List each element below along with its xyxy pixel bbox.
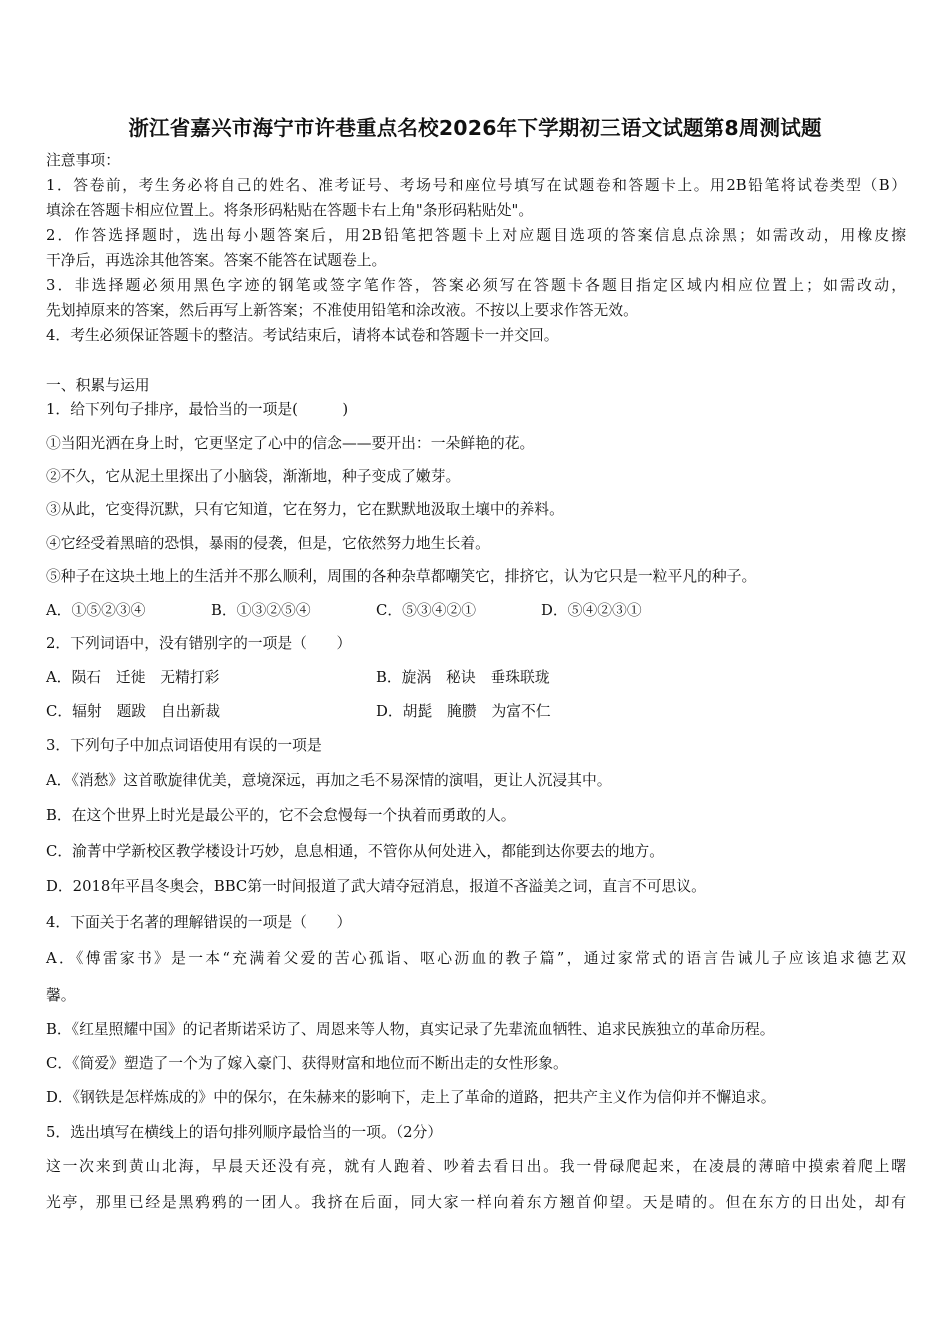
question-1-option-d[interactable]: D．⑤④②③① — [541, 602, 642, 619]
question-4-stem: 4．下面关于名著的理解错误的一项是（ ） — [46, 914, 352, 931]
question-1-sentence: ①当阳光洒在身上时，它更坚定了心中的信念——要开出：一朵鲜艳的花。 — [46, 435, 535, 452]
notice-line: 2．作答选择题时，选出每小题答案后，用2B铅笔把答题卡上对应题目选项的答案信息点涂黑；如需改动，用橡皮擦 — [46, 227, 906, 244]
notice-line: 3．非选择题必须用黑色字迹的钢笔或签字笔作答，答案必须写在答题卡各题目指定区域内相应位置上；如需改动， — [46, 277, 906, 294]
question-1-option-b[interactable]: B．①③②⑤④ — [211, 602, 311, 619]
question-3-stem: 3．下列句子中加点词语使用有误的一项是 — [46, 737, 322, 754]
question-4-option-a-cont: 馨。 — [46, 987, 76, 1004]
question-4-option-a[interactable]: A．《傅雷家书》是一本“充满着父爱的苦心孤诣、呕心沥血的教子篇”，通过家常式的语言告诫儿子应该追求德艺双 — [46, 950, 906, 967]
question-5-stem: 5．选出填写在横线上的语句排列顺序最恰当的一项。（2分） — [46, 1124, 443, 1141]
question-1-option-c[interactable]: C．⑤③④②① — [376, 602, 477, 619]
question-2-stem: 2．下列词语中，没有错别字的一项是（ ） — [46, 635, 352, 652]
notice-line: 4．考生必须保证答题卡的整洁。考试结束后，请将本试卷和答题卡一并交回。 — [46, 327, 559, 344]
question-1-sentence: ⑤种子在这块土地上的生活并不那么顺利，周围的各种杂草都嘲笑它，排挤它，认为它只是一粒平凡的种子。 — [46, 568, 757, 585]
question-2-option-c[interactable]: C．辐射 题跋 自出新裁 — [46, 703, 221, 720]
notice-heading: 注意事项： — [46, 152, 120, 169]
question-3-option-d[interactable]: D．2018年平昌冬奥会，BBC第一时间报道了武大靖夺冠消息，报道不吝溢美之词，直言不可思议。 — [46, 878, 706, 895]
question-3-option-b[interactable]: B．在这个世界上时光是最公平的，它不会怠慢每一个执着而勇敢的人。 — [46, 807, 516, 824]
question-4-option-c[interactable]: C．《简爱》塑造了一个为了嫁入豪门、获得财富和地位而不断出走的女性形象。 — [46, 1055, 568, 1072]
question-3-option-a[interactable]: A．《消愁》这首歌旋律优美，意境深远，再加之毛不易深情的演唱，更让人沉浸其中。 — [46, 772, 612, 789]
page-title: 浙江省嘉兴市海宁市许巷重点名校2026年下学期初三语文试题第8周测试题 — [128, 116, 822, 140]
question-1-sentence: ②不久，它从泥土里探出了小脑袋，渐渐地，种子变成了嫩芽。 — [46, 468, 461, 485]
question-3-option-c[interactable]: C．渝菁中学新校区教学楼设计巧妙，息息相通，不管你从何处进入，都能到达你要去的地方。 — [46, 843, 664, 860]
question-2-option-b[interactable]: B．旋涡 秘诀 垂珠联珑 — [376, 669, 550, 686]
question-1-stem: 1．给下列句子排序，最恰当的一项是( ) — [46, 401, 349, 418]
question-2-option-d[interactable]: D．胡髭 腌臜 为富不仁 — [376, 703, 551, 720]
question-2-option-a[interactable]: A．陨石 迁徙 无精打彩 — [46, 669, 220, 686]
notice-line: 填涂在答题卡相应位置上。将条形码粘贴在答题卡右上角"条形码粘贴处"。 — [46, 202, 534, 219]
section-heading: 一、积累与运用 — [46, 377, 150, 394]
question-5-passage: 这一次来到黄山北海，早晨天还没有亮，就有人跑着、吵着去看日出。我一骨碌爬起来，在凌晨的薄暗中摸索着爬上曙 — [46, 1158, 906, 1175]
question-1-sentence: ③从此，它变得沉默，只有它知道，它在努力，它在默默地汲取土壤中的养料。 — [46, 501, 564, 518]
question-5-passage: 光亭，那里已经是黑鸦鸦的一团人。我挤在后面，同大家一样向着东方翘首仰望。天是晴的。但在东方的日出处，却有 — [46, 1194, 906, 1211]
question-4-option-b[interactable]: B．《红星照耀中国》的记者斯诺采访了、周恩来等人物，真实记录了先辈流血牺牲、追求民族独立的革命历程。 — [46, 1021, 775, 1038]
notice-line: 1．答卷前，考生务必将自己的姓名、准考证号、考场号和座位号填写在试题卷和答题卡上。用2B铅笔将试卷类型（B） — [46, 177, 906, 194]
notice-line: 干净后，再选涂其他答案。答案不能答在试题卷上。 — [46, 252, 387, 269]
question-1-option-a[interactable]: A．①⑤②③④ — [46, 602, 146, 619]
question-1-sentence: ④它经受着黑暗的恐惧，暴雨的侵袭，但是，它依然努力地生长着。 — [46, 535, 490, 552]
question-4-option-d[interactable]: D．《钢铁是怎样炼成的》中的保尔，在朱赫来的影响下，走上了革命的道路，把共产主义作为信仰并不懈追求。 — [46, 1089, 776, 1106]
notice-line: 先划掉原来的答案，然后再写上新答案；不准使用铅笔和涂改液。不按以上要求作答无效。 — [46, 302, 638, 319]
